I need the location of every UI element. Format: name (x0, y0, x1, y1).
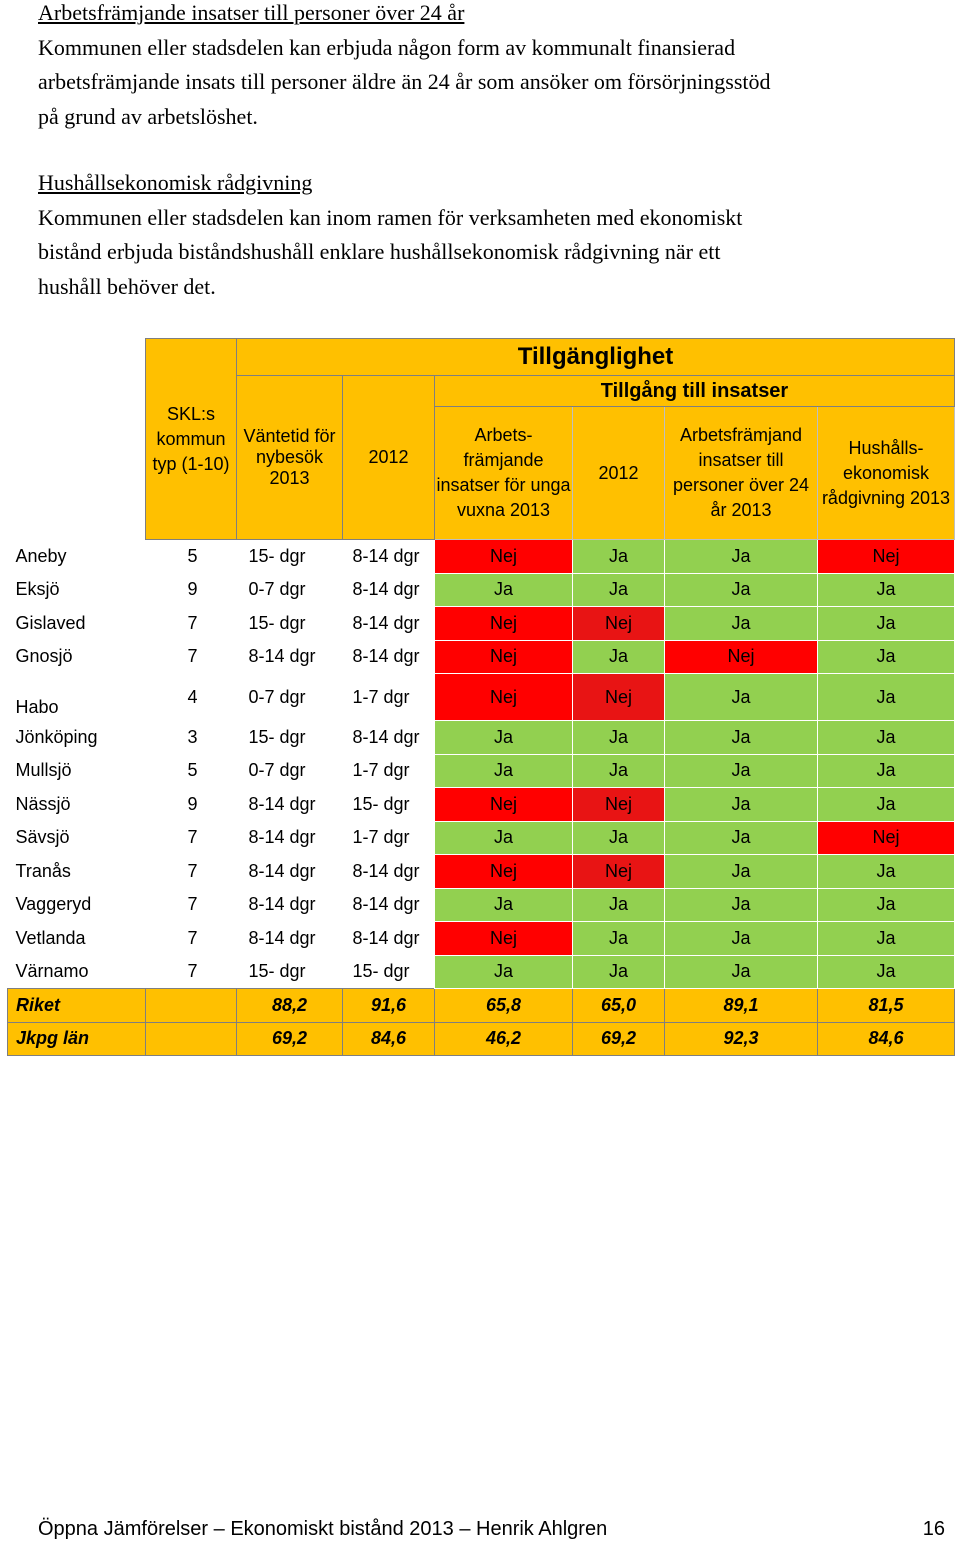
skl-type: 7 (187, 612, 198, 633)
young-2012: Ja (573, 754, 665, 788)
wait-2012: 8-14 dgr (352, 612, 420, 633)
table-row (8, 607, 955, 641)
paragraph-line: hushåll behöver det. (38, 273, 216, 299)
over24-2013: Ja (665, 573, 818, 607)
table-row (8, 573, 955, 607)
page-footer (38, 1518, 945, 1541)
summary-young-2013: 46,2 (435, 1022, 573, 1056)
summary-empty (146, 1022, 237, 1056)
wait-2012: 8-14 dgr (352, 860, 420, 881)
wait-2012: 8-14 dgr (352, 646, 420, 667)
household-2013: Ja (818, 674, 955, 721)
over24-2013: Ja (665, 955, 818, 989)
young-2012: Nej (573, 674, 665, 721)
skl-type: 7 (187, 894, 198, 915)
wait-2013: 15- dgr (248, 961, 306, 981)
young-2013: Nej (435, 674, 573, 721)
household-2013: Ja (818, 607, 955, 641)
young-2013: Nej (435, 540, 573, 574)
summary-young-2012: 69,2 (573, 1022, 665, 1056)
over24-2013: Ja (665, 788, 818, 822)
table-row (8, 955, 955, 989)
summary-over24-2013: 92,3 (665, 1022, 818, 1056)
municipality-name: Sävsjö (15, 827, 70, 848)
young-2012: Ja (573, 955, 665, 989)
skl-type: 7 (187, 961, 198, 981)
over24-2013: Ja (665, 821, 818, 855)
municipality-name: Jönköping (15, 726, 98, 747)
young-2013: Nej (435, 607, 573, 641)
summary-young-2013: 65,8 (435, 989, 573, 1023)
skl-type: 7 (187, 860, 198, 881)
summary-name: Jkpg län (8, 1022, 146, 1056)
skl-type: 4 (187, 686, 198, 707)
col-header-wait-2012: 2012 (343, 376, 435, 540)
paragraph-line: Kommunen eller stadsdelen kan erbjuda någon form av kommunalt finansierad (38, 34, 736, 60)
young-2013: Nej (435, 640, 573, 674)
municipality-name: Mullsjö (15, 760, 72, 781)
wait-2013: 8-14 dgr (248, 927, 316, 948)
summary-empty (146, 989, 237, 1023)
section-heading: Arbetsfrämjande insatser till personer över 24 år (38, 0, 465, 25)
wait-2012: 15- dgr (352, 961, 410, 981)
summary-row (8, 989, 955, 1023)
wait-2013: 15- dgr (248, 546, 306, 566)
summary-household-2013: 81,5 (818, 989, 955, 1023)
wait-2012: 8-14 dgr (352, 546, 420, 566)
municipality-name: Vetlanda (15, 927, 86, 948)
young-2013: Nej (435, 922, 573, 956)
col-header-household: Hushålls-ekonomisk rådgivning 2013 (818, 407, 955, 540)
over24-2013: Ja (665, 674, 818, 721)
wait-2012: 1-7 dgr (352, 686, 410, 707)
wait-2013: 15- dgr (248, 612, 306, 633)
table-row (8, 788, 955, 822)
wait-2013: 0-7 dgr (248, 760, 306, 781)
paragraph-line: bistånd erbjuda biståndshushåll enklare hushållsekonomisk rådgivning när ett (38, 239, 721, 264)
skl-type: 5 (187, 760, 198, 781)
municipality-name: Eksjö (15, 579, 60, 600)
section-arbetsframjande (38, 0, 938, 134)
household-2013: Ja (818, 788, 955, 822)
table-row (8, 821, 955, 855)
summary-household-2013: 84,6 (818, 1022, 955, 1056)
young-2012: Ja (573, 640, 665, 674)
col-header-young2012: 2012 (573, 407, 665, 540)
skl-type: 7 (187, 927, 198, 948)
household-2013: Ja (818, 573, 955, 607)
municipality-name: Tranås (15, 860, 71, 881)
wait-2013: 0-7 dgr (248, 686, 306, 707)
summary-wait-2013: 69,2 (237, 1022, 343, 1056)
municipality-name: Gislaved (15, 612, 86, 633)
young-2012: Ja (573, 888, 665, 922)
municipality-name: Gnosjö (15, 646, 73, 667)
young-2012: Nej (573, 607, 665, 641)
table-row (8, 540, 955, 574)
wait-2012: 1-7 dgr (352, 760, 410, 781)
over24-2013: Ja (665, 754, 818, 788)
young-2013: Ja (435, 821, 573, 855)
household-2013: Nej (818, 821, 955, 855)
summary-young-2012: 65,0 (573, 989, 665, 1023)
col-header-skl: SKL:s kommun typ (1-10) (146, 339, 237, 540)
young-2012: Nej (573, 855, 665, 889)
col-header-over24: Arbetsfrämjand insatser till personer över 24 år 2013 (665, 407, 818, 540)
footer-text: Öppna Jämförelser – Ekonomiskt bistånd 2013 – Henrik Ahlgren (38, 1518, 608, 1540)
wait-2013: 8-14 dgr (248, 894, 316, 915)
wait-2013: 8-14 dgr (248, 646, 316, 667)
table-row (8, 888, 955, 922)
wait-2012: 15- dgr (352, 793, 410, 814)
young-2013: Ja (435, 955, 573, 989)
over24-2013: Ja (665, 607, 818, 641)
section-heading: Hushållsekonomisk rådgivning (38, 170, 313, 195)
table-row (8, 640, 955, 674)
young-2013: Nej (435, 788, 573, 822)
summary-wait-2012: 91,6 (343, 989, 435, 1023)
wait-2013: 15- dgr (248, 726, 306, 747)
table-row (8, 674, 955, 721)
municipality-name: Vaggeryd (15, 894, 92, 915)
young-2013: Ja (435, 754, 573, 788)
col-header-wait: Väntetid för nybesök 2013 (237, 376, 343, 540)
page-number: 16 (922, 1518, 945, 1540)
young-2012: Ja (573, 922, 665, 956)
table-row (8, 721, 955, 755)
young-2012: Ja (573, 721, 665, 755)
young-2013: Ja (435, 573, 573, 607)
young-2012: Ja (573, 821, 665, 855)
skl-type: 3 (187, 726, 198, 747)
paragraph-line: på grund av arbetslöshet. (38, 103, 258, 129)
wait-2012: 1-7 dgr (352, 827, 410, 848)
household-2013: Ja (818, 640, 955, 674)
table-subtitle: Tillgång till insatser (435, 376, 955, 407)
summary-wait-2013: 88,2 (237, 989, 343, 1023)
household-2013: Ja (818, 721, 955, 755)
summary-wait-2012: 84,6 (343, 1022, 435, 1056)
skl-type: 9 (187, 579, 198, 600)
municipality-name: Värnamo (15, 961, 89, 981)
young-2012: Nej (573, 788, 665, 822)
summary-name: Riket (8, 989, 146, 1023)
household-2013: Ja (818, 888, 955, 922)
over24-2013: Ja (665, 855, 818, 889)
young-2012: Ja (573, 573, 665, 607)
over24-2013: Ja (665, 888, 818, 922)
household-2013: Ja (818, 754, 955, 788)
over24-2013: Ja (665, 922, 818, 956)
summary-over24-2013: 89,1 (665, 989, 818, 1023)
wait-2012: 8-14 dgr (352, 927, 420, 948)
over24-2013: Ja (665, 540, 818, 574)
paragraph-line: Kommunen eller stadsdelen kan inom ramen för verksamheten med ekonomiskt (38, 204, 743, 230)
household-2013: Ja (818, 855, 955, 889)
wait-2013: 0-7 dgr (248, 579, 306, 600)
wait-2012: 8-14 dgr (352, 726, 420, 747)
household-2013: Nej (818, 540, 955, 574)
young-2013: Ja (435, 888, 573, 922)
skl-type: 9 (187, 793, 198, 814)
household-2013: Ja (818, 922, 955, 956)
section-hushallsekonomisk (38, 166, 938, 304)
col-header-young: Arbets-främjande insatser för unga vuxna 2013 (435, 407, 573, 540)
wait-2013: 8-14 dgr (248, 860, 316, 881)
skl-type: 5 (187, 546, 198, 566)
municipality-name: Nässjö (15, 793, 71, 814)
skl-type: 7 (187, 827, 198, 848)
wait-2012: 8-14 dgr (352, 579, 420, 600)
young-2013: Ja (435, 721, 573, 755)
table-row (8, 754, 955, 788)
over24-2013: Nej (665, 640, 818, 674)
table-title: Tillgänglighet (237, 339, 955, 376)
over24-2013: Ja (665, 721, 818, 755)
availability-table (7, 338, 955, 1056)
municipality-name: Habo (15, 696, 59, 717)
household-2013: Ja (818, 955, 955, 989)
paragraph-line: arbetsfrämjande insats till personer äldre än 24 år som ansöker om försörjningsstöd (38, 69, 771, 94)
young-2013: Nej (435, 855, 573, 889)
young-2012: Ja (573, 540, 665, 574)
skl-type: 7 (187, 646, 198, 667)
table-row (8, 855, 955, 889)
wait-2012: 8-14 dgr (352, 894, 420, 915)
summary-row (8, 1022, 955, 1056)
table-row (8, 922, 955, 956)
wait-2013: 8-14 dgr (248, 793, 316, 814)
wait-2013: 8-14 dgr (248, 827, 316, 848)
municipality-name: Aneby (15, 545, 67, 566)
